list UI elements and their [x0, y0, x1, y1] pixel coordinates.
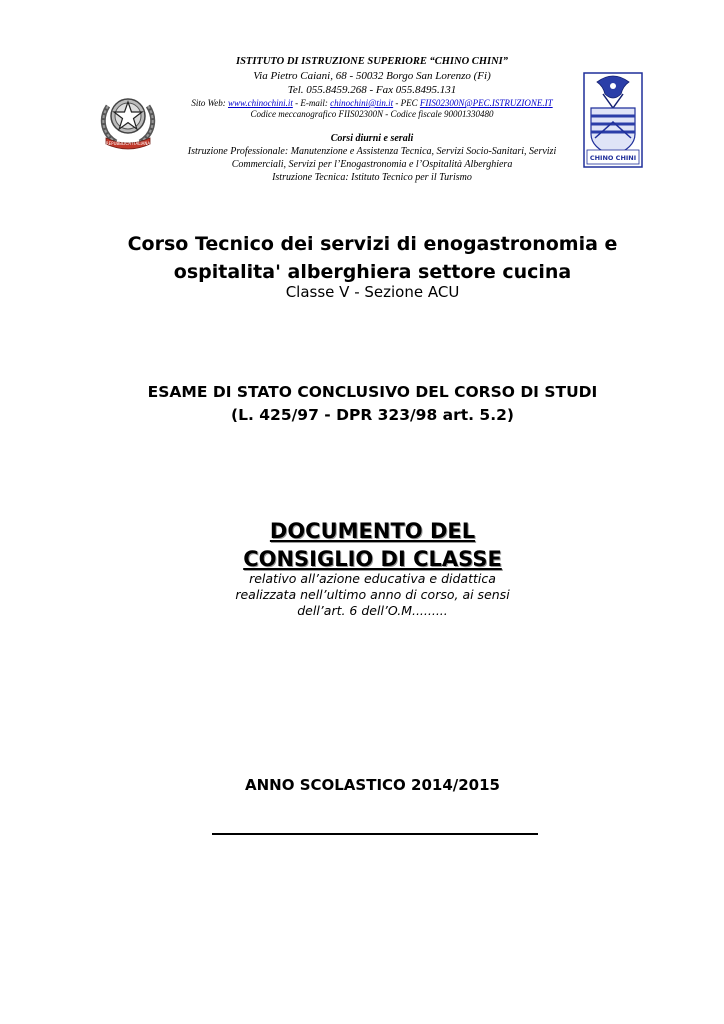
institute-phone: Tel. 055.8459.268 - Fax 055.8495.131 [287, 84, 457, 96]
document-subtitle-line1: relativo all’azione educativa e didattica [249, 571, 496, 586]
email-link[interactable]: chinochini@tin.it [330, 98, 394, 108]
document-title-line2: CONSIGLIO DI CLASSE [243, 547, 502, 571]
exam-heading [60, 381, 685, 427]
course-title [60, 230, 685, 286]
school-year: ANNO SCOLASTICO 2014/2015 [245, 776, 500, 794]
professional-courses-line1: Istruzione Professionale: Manutenzione e Assistenza Tecnica, Servizi Socio-Sanitari, Servizi [187, 146, 557, 157]
course-title-line2: ospitalita' alberghiera settore cucina [173, 261, 572, 283]
republic-emblem-icon [98, 86, 158, 152]
course-class: Classe V - Sezione ACU [285, 283, 460, 301]
document-title-line1: DOCUMENTO DEL [269, 519, 476, 543]
school-crest-icon [583, 72, 643, 168]
course-title-line1: Corso Tecnico dei servizi di enogastronomia e [127, 233, 618, 255]
pec-link[interactable]: FIIS02300N@PEC.ISTRUZIONE.IT [419, 98, 553, 108]
document-subtitle [60, 571, 685, 619]
website-link[interactable]: www.chinochini.it [228, 98, 293, 108]
document-subtitle-line2: realizzata nell’ultimo anno di corso, ai sensi [235, 587, 510, 602]
courses-title: Corsi diurni e serali [330, 133, 414, 144]
institute-address: Via Pietro Caiani, 68 - 50032 Borgo San Lorenzo (Fi) [253, 70, 491, 82]
exam-heading-line1: ESAME DI STATO CONCLUSIVO DEL CORSO DI STUDI [147, 383, 598, 401]
exam-heading-line2: (L. 425/97 - DPR 323/98 art. 5.2) [231, 406, 514, 424]
institute-name: ISTITUTO DI ISTRUZIONE SUPERIORE “CHINO CHINI” [236, 56, 508, 67]
professional-courses-line2: Commerciali, Servizi per l’Enogastronomia e l’Ospitalità Alberghiera [231, 159, 513, 170]
institute-codes: Codice meccanografico FIIS02300N - Codice fiscale 90001330480 [250, 109, 494, 119]
document-title [60, 517, 685, 573]
pec-prefix: - PEC [393, 98, 420, 108]
emblem-ribbon-text: REPUBBLICA ITALIANA [105, 141, 151, 146]
document-subtitle-line3: dell’art. 6 dell’O.M......... [297, 603, 448, 618]
crest-label: CHINO CHINI [589, 154, 637, 162]
signature-line [212, 833, 538, 835]
web-prefix: Sito Web: [191, 98, 228, 108]
email-prefix: - E-mail: [292, 98, 331, 108]
technical-courses: Istruzione Tecnica: Istituto Tecnico per il Turismo [272, 172, 472, 183]
